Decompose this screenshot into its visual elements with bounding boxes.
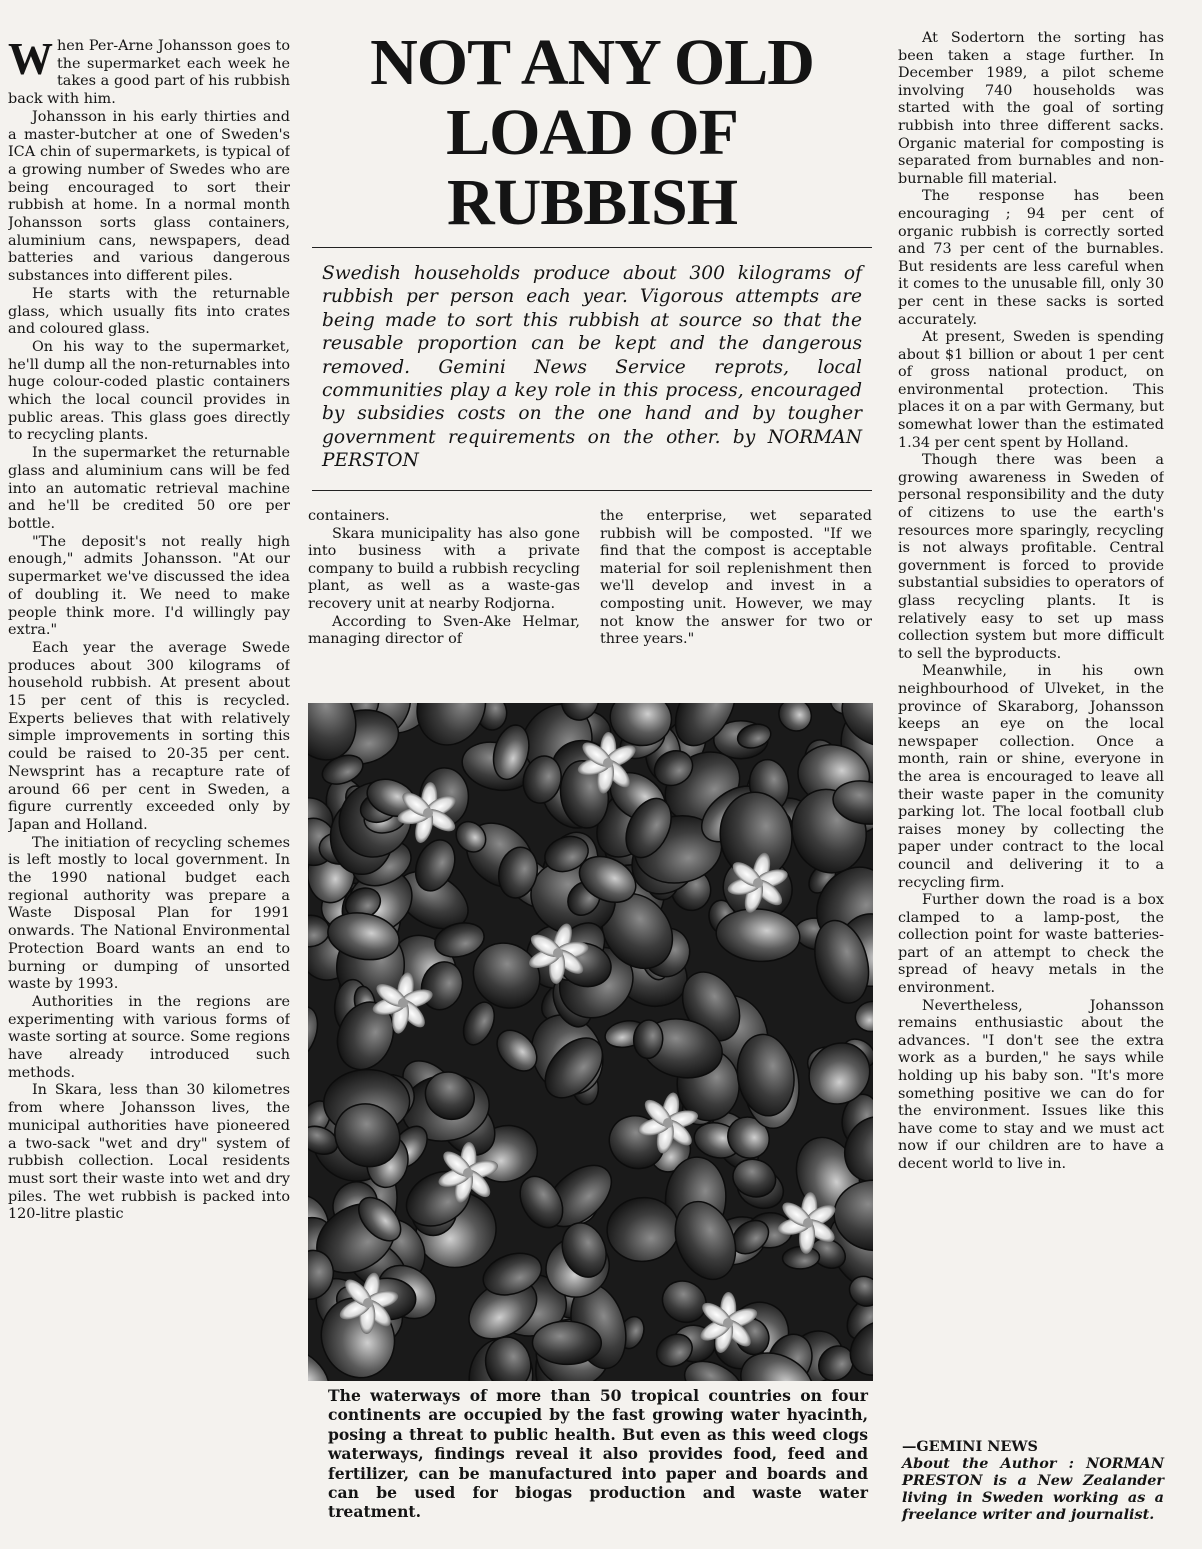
paragraph: He starts with the returnable glass, which usually fits into crates and coloured glass. bbox=[8, 285, 290, 338]
opening-paragraph bbox=[8, 38, 290, 109]
paragraph: In Skara, less than 30 kilometres from where Johansson lives, the municipal authorities have pioneered a two-sack "wet and dry" system of rubbish collection. Local residents must sort their waste into wet and dry piles. The wet rubbish is packed into 120-litre plastic bbox=[8, 1082, 290, 1223]
paragraph-continuation: the enterprise, wet separated rubbish will be composted. "If we find that the compost is acceptable material for soil replenishment then we'll develop and invest in a composting unit. However, we may not know the answer for two or three years." bbox=[600, 508, 872, 648]
article-column-left bbox=[8, 38, 290, 1541]
author-bio: About the Author : NORMAN PRESTON is a New Zealander living in Sweden working as a freelance writer and journalist. bbox=[902, 1455, 1164, 1523]
paragraph: Nevertheless, Johansson remains enthusiastic about the advances. "I don't see the extra work as a burden," he says while holding up his baby son. "It's more something positive we can do for the environment. Issues like this have come to stay and we must act now if our children are to have a decent world to live in. bbox=[898, 997, 1164, 1172]
paragraph: In the supermarket the returnable glass and aluminium cans will be fed into an automatic retrieval machine and he'll be credited 50 ore per bottle. bbox=[8, 445, 290, 532]
divider-rule bbox=[312, 247, 872, 248]
flower-center bbox=[363, 1298, 373, 1308]
news-source: —GEMINI NEWS bbox=[902, 1438, 1038, 1455]
paragraph: Authorities in the regions are experimenting with various forms of waste sorting at source. Some regions have already introduced such methods. bbox=[8, 993, 290, 1081]
paragraph: The initiation of recycling schemes is left mostly to local government. In the 1990 national budget each regional authority was prepare a Waste Disposal Plan for 1991 onwards. The National Environmental Protection Board wants an end to burning or dumping of unsorted waste by 1993. bbox=[8, 834, 290, 993]
photo-image bbox=[308, 703, 873, 1381]
opening-text: hen Per-Arne Johansson goes to the supermarket each week he takes a good part of his rubbish back with him. bbox=[8, 38, 290, 108]
paragraph: According to Sven-Ake Helmar, managing director of bbox=[308, 613, 580, 648]
paragraph: Johansson in his early thirties and a master-butcher at one of Sweden's ICA chin of supermarkets, is typical of a growing number of Swedes who are being encouraged to sort their rubbish at home. In a normal month Johansson sorts glass containers, aluminium cans, newspapers, dead batteries and various dangerous substances into different piles. bbox=[8, 108, 290, 285]
paragraph: The response has been encouraging ; 94 per cent of organic rubbish is correctly sorted and 73 per cent of the burnables. But residents are less careful when it comes to the unusable fill, only 30 per cent in these sacks is sorted accurately. bbox=[898, 188, 1164, 328]
flower-center bbox=[663, 1118, 673, 1128]
headline: NOT ANY OLD LOAD OF RUBBISH bbox=[370, 26, 814, 239]
flower-center bbox=[803, 1218, 813, 1228]
paragraph: On his way to the supermarket, he'll dump all the non-returnables into huge colour-coded plastic containers which the local council provides in public areas. This glass goes directly to recycling plants. bbox=[8, 338, 290, 444]
paragraph: Though there was been a growing awareness in Sweden of personal responsibility and the duty of citizens to use the earth's resources more sparingly, recycling is not always profitable. Central government is forced to provide substantial subsidies to operators of glass recycling plants. It is relatively easy to set up mass collection system but more difficult to sell the byproducts. bbox=[898, 452, 1164, 662]
divider-rule bbox=[312, 490, 872, 491]
flower-center bbox=[723, 1318, 733, 1328]
paragraph: Further down the road is a box clamped to a lamp-post, the collection point for waste batteries-part of an attempt to check the spread of heavy metals in the environment. bbox=[898, 892, 1164, 997]
paragraph: At Sodertorn the sorting has been taken a stage further. In December 1989, a pilot scheme involving 740 households was started with the goal of sorting rubbish into three different sacks. Organic material for composting is separated from burnables and non-burnable fill material. bbox=[898, 30, 1164, 187]
leaf-shape bbox=[532, 1321, 602, 1365]
article-signoff bbox=[902, 1438, 1164, 1523]
flower-center bbox=[398, 998, 408, 1008]
flower-center bbox=[423, 808, 433, 818]
flower-center bbox=[753, 878, 763, 888]
photo-caption: The waterways of more than 50 tropical countries on four continents are occupied by the fast growing water hyacinth, posing a threat to public health. But even as this weed clogs waterways, findings reveal it also provides food, feed and fertilizer, can be manufactured into paper and boards and can be used for biogas production and waste water treatment. bbox=[328, 1386, 868, 1522]
article-column-right bbox=[898, 30, 1164, 1430]
flower-center bbox=[553, 948, 563, 958]
paragraph: Meanwhile, in his own neighbourhood of Ulveket, in the province of Skaraborg, Johansson keeps an eye on the local newspaper collection. Once a month, rain or shine, everyone in the area is encouraged to leave all their waste paper in the comunity parking lot. The local football club raises money by collecting the paper under contract to the local council and delivering it to a recycling firm. bbox=[898, 663, 1164, 891]
article-column-middle-a bbox=[308, 508, 580, 693]
standfirst-deck: Swedish households produce about 300 kilograms of rubbish per person each year. Vigorous attempts are being made to sort this rubbish at source so that the reusable proportion can be kept and the dangerous removed. Gemini News Service reprots, local communities play a key role in this process, encouraged by subsidies costs on the one hand and by tougher government requirements on the other. by NORMAN PERSTON bbox=[322, 263, 862, 472]
paragraph: At present, Sweden is spending about $1 billion or about 1 per cent of gross national product, on environmental protection. This places it on a par with Germany, but somewhat lower than the estimated 1.34 per cent spent by Holland. bbox=[898, 329, 1164, 451]
drop-cap: W bbox=[8, 38, 53, 84]
flower-center bbox=[463, 1168, 473, 1178]
paragraph: Each year the average Swede produces about 300 kilograms of household rubbish. At present about 15 per cent of this is recycled. Experts believes that with relatively simple improvements in sorting this could be raised to 20-35 per cent. Newsprint has a recapture rate of around 66 per cent in Sweden, a figure currently exceeded only by Japan and Holland. bbox=[8, 639, 290, 833]
flower-center bbox=[603, 758, 613, 768]
article-column-middle-b bbox=[600, 508, 872, 693]
paragraph: Skara municipality has also gone into business with a private company to build a rubbish recycling plant, as well as a waste-gas recovery unit at nearby Rodjorna. bbox=[308, 525, 580, 612]
paragraph: "The deposit's not really high enough," admits Johansson. "At our supermarket we've discussed the idea of doubling it. We need to make people think more. I'd willingly pay extra." bbox=[8, 533, 290, 639]
paragraph-continuation: containers. bbox=[308, 508, 390, 524]
water-hyacinth-photo bbox=[308, 703, 873, 1381]
